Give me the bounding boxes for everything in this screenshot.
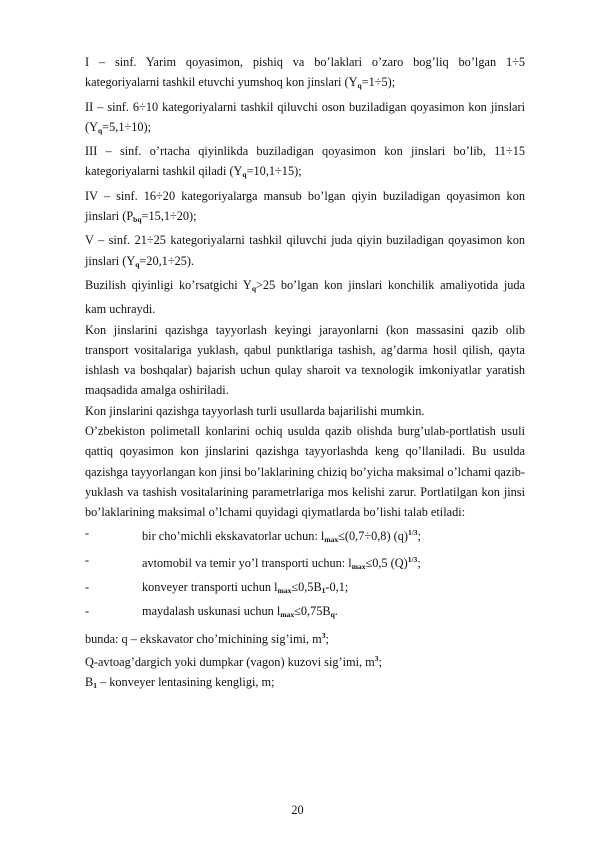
text: . — [334, 604, 338, 619]
text: Q-avtoag’dargich yoki dumpkar (vagon) kuzovi sig’imi, m — [85, 655, 375, 670]
text: ; — [417, 528, 421, 543]
text: =1÷5); — [361, 75, 396, 90]
list-item — [85, 523, 525, 550]
text: Buzilish qiyinligi ko’rsatgichi Y — [85, 277, 252, 292]
text: ≤0,5 (Q) — [365, 555, 408, 570]
text: – konveyer lentasining kengligi, m; — [96, 675, 275, 690]
text: III – sinf. o’rtacha qiyinlikda buziladigan qoyasimon kon jinslari bo’lib, 11÷15 kategoriyalarni tashkil qiladi (Y — [85, 144, 525, 179]
list-text — [142, 577, 525, 601]
paragraph-rare-rocks — [85, 275, 525, 320]
subscript: 1 — [93, 681, 97, 691]
text: =15,1÷20); — [141, 209, 197, 224]
text: maydalash uskunasi uchun l — [142, 604, 281, 619]
subscript: q — [242, 170, 247, 180]
text: =10,1÷15); — [246, 164, 302, 179]
text: II – sinf. 6÷10 kategoriyalarni tashkil qiluvchi oson buziladigan qoyasimon kon jinslari (Y — [85, 99, 525, 134]
paragraph-class-1 — [85, 52, 525, 97]
list-item — [85, 577, 525, 601]
list-text — [142, 550, 525, 577]
text: V – sinf. 21÷25 kategoriyalarni tashkil qiluvchi juda qiyin buziladigan qoyasimon kon jinslari (Y — [85, 233, 525, 268]
list-dash: - — [85, 552, 90, 567]
subscript: q — [357, 81, 362, 91]
paragraph-uzbekistan: O’zbekiston polimetall konlarini ochiq usulda qazib olishda burg’ulab-portlatish usuli qattiq qoyasimon kon jinslarini qazishga tayyorlashda keng qo’llaniladi. Bu usulda qazishga tayyorlangan kon jinsi bo’laklarining chiziq bo’yicha maksimal o’lchami qazib-yuklash va tashish vositalarining parametrlariga mos kelishi zarur. Portlatilgan kon jinsi bo’laklarining maksimal o’lchami quyidagi qiymatlarda bo’lishi talab etiladi: — [85, 424, 525, 520]
superscript: 1/3 — [407, 527, 418, 537]
text: I – sinf. Yarim qoyasimon, pishiq va bo’laklari o’zaro bog’liq bo’lgan 1÷5 kategoriyalarni tashkil etuvchi yumshoq kon jinslari (Y — [85, 55, 525, 90]
subscript: q — [330, 610, 335, 620]
superscript: 3 — [374, 654, 379, 664]
text: bir cho’michli ekskavatorlar uchun: l — [142, 528, 325, 543]
text: =5,1÷10); — [102, 119, 152, 134]
document-body — [85, 52, 525, 697]
list-dash: - — [85, 580, 90, 595]
text: ≤0,75B — [294, 604, 331, 619]
subscript: q — [251, 283, 256, 293]
subscript: 1 — [321, 586, 326, 596]
subscript: q — [97, 125, 103, 135]
text: bunda: q – ekskavator cho’michining sig’imi, m — [85, 631, 322, 646]
footnote-B1 — [85, 672, 525, 696]
text: ; — [325, 631, 329, 646]
superscript: 3 — [321, 630, 326, 640]
subscript: bq — [133, 215, 142, 225]
list-item — [85, 550, 525, 577]
text: =20,1÷25). — [139, 253, 195, 268]
subscript: max — [324, 534, 339, 544]
list-text — [142, 523, 525, 550]
subscript: q — [135, 259, 140, 269]
text: B — [85, 675, 94, 690]
text: ≤0,5B — [291, 580, 322, 595]
text: -0,1; — [325, 580, 349, 595]
subscript: max — [351, 561, 366, 571]
subscript: max — [277, 586, 292, 596]
text: ; — [378, 655, 382, 670]
list-text — [142, 601, 525, 625]
text: IV – sinf. 16÷20 kategoriyalarga mansub bo’lgan qiyin buziladigan qoyasimon kon jinslari (P — [85, 188, 525, 224]
text: >25 bo’lgan kon jinslari konchilik amaliyotida juda kam uchraydi. — [85, 277, 525, 317]
text: avtomobil va temir yo’l transporti uchun: l — [142, 555, 352, 570]
paragraph-preparation: Kon jinslarini qazishga tayyorlash keyingi jarayonlarni (kon massasini qazib olib transport vositalariga yuklash, qabul punktlariga tashish, ag’darma hosil qilish, qayta ishlash va boshqalar) bajarish uchun qulay sharoit va texnologik imkoniyatlar yaratish maqsadida amalga oshiriladi. — [85, 322, 525, 398]
text: ; — [417, 555, 421, 570]
list-dash: - — [85, 604, 90, 619]
paragraph-class-3 — [85, 141, 525, 186]
superscript: 1/3 — [407, 554, 418, 564]
footnote-q — [85, 626, 525, 649]
list-dash: - — [85, 525, 90, 540]
paragraph-class-5 — [85, 230, 525, 275]
paragraph-methods: Kon jinslarini qazishga tayyorlash turli usullarda bajarilishi mumkin. — [85, 403, 425, 418]
paragraph-class-2 — [85, 97, 525, 142]
subscript: max — [280, 610, 295, 620]
text: ≤(0,7÷0,8) (q) — [338, 528, 408, 543]
paragraph-class-4 — [85, 186, 525, 231]
footnote-Q — [85, 649, 525, 672]
text: konveyer transporti uchun l — [142, 580, 278, 595]
list-item — [85, 601, 525, 625]
page-number: 20 — [291, 803, 304, 817]
